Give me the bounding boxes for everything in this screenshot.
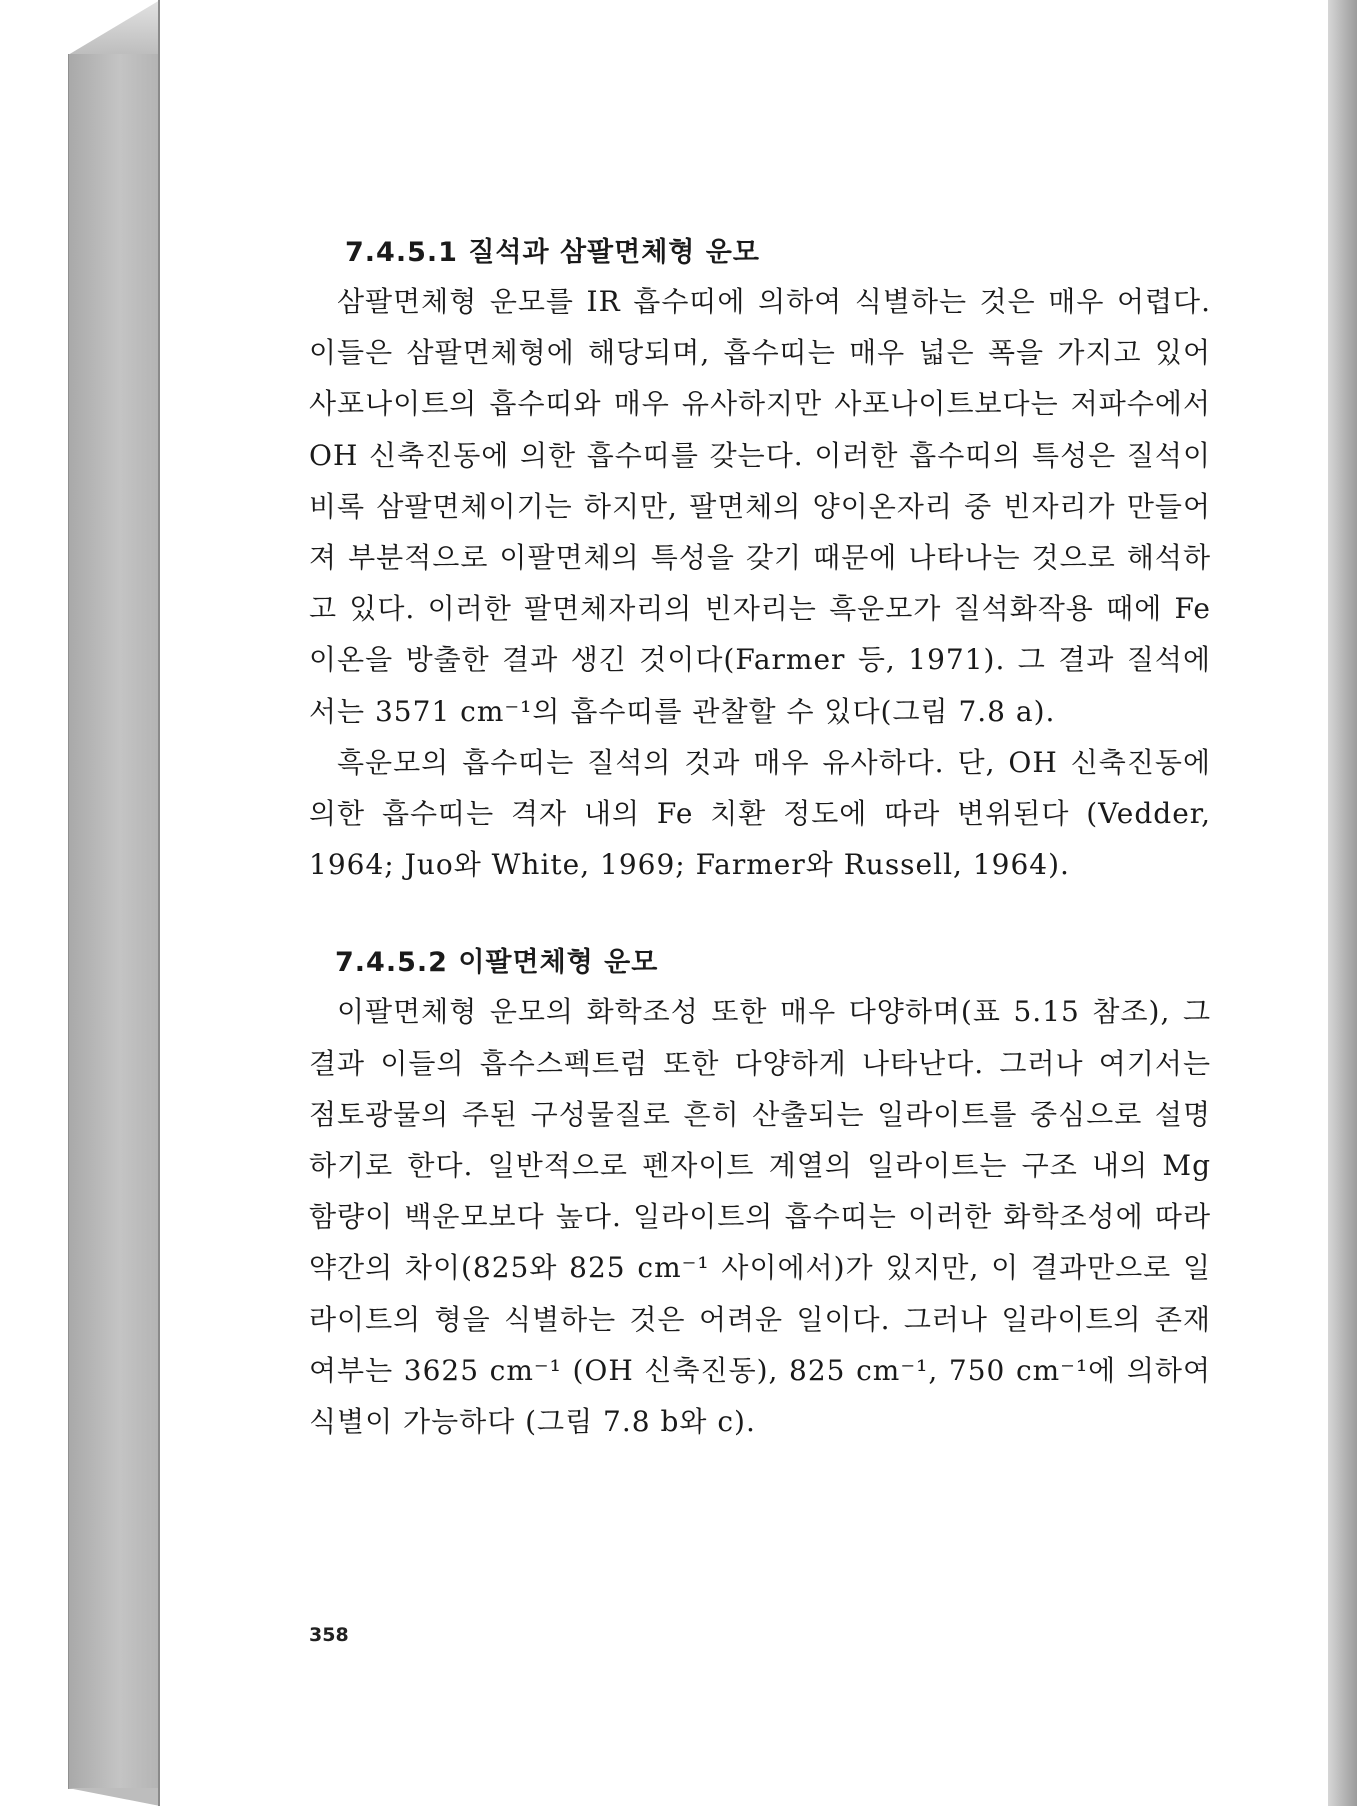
book-spine-top	[68, 0, 160, 55]
page-number: 358	[309, 1624, 349, 1646]
page-edge	[1328, 0, 1357, 1806]
book-spine-bottom	[68, 1788, 160, 1806]
paragraph: 흑운모의 흡수띠는 질석의 것과 매우 유사하다. 단, OH 신축진동에 의한 흡수띠는 격자 내의 Fe 치환 정도에 따라 변위된다 (Vedder, 1964; Juo와 White, 1969; Farmer와 Russell, 1964).	[309, 745, 1211, 882]
paragraph: 이팔면체형 운모의 화학조성 또한 매우 다양하며(표 5.15 참조), 그 결과 이들의 흡수스펙트럼 또한 다양하게 나타난다. 그러나 여기서는 점토광물의 주된 구성물질로 흔히 산출되는 일라이트를 중심으로 설명하기로 한다. 일반적으로 펜자이트 계열의 일라이트는 구조 내의 Mg 함량이 백운모보다 높다. 일라이트의 흡수띠는 이러한 화학조성에 따라 약간의 차이(825와 825 cm⁻¹ 사이에서)가 있지만, 이 결과만으로 일라이트의 형을 식별하는 것은 어려운 일이다. 그러나 일라이트의 존재 여부는 3625 cm⁻¹ (OH 신축진동), 825 cm⁻¹, 750 cm⁻¹에 의하여 식별이 가능하다 (그림 7.8 b와 c).	[309, 995, 1211, 1439]
book-spine	[68, 54, 161, 1789]
page-content	[309, 230, 1211, 1447]
section-heading-7-4-5-1: 7.4.5.1 질석과 삼팔면체형 운모	[345, 237, 760, 268]
paragraph: 삼팔면체형 운모를 IR 흡수띠에 의하여 식별하는 것은 매우 어렵다. 이들은 삼팔면체형에 해당되며, 흡수띠는 매우 넓은 폭을 가지고 있어 사포나이트의 흡수띠와 매우 유사하지만 사포나이트보다는 저파수에서 OH 신축진동에 의한 흡수띠를 갖는다. 이러한 흡수띠의 특성은 질석이 비록 삼팔면체이기는 하지만, 팔면체의 양이온자리 중 빈자리가 만들어져 부분적으로 이팔면체의 특성을 갖기 때문에 나타나는 것으로 해석하고 있다. 이러한 팔면체자리의 빈자리는 흑운모가 질석화작용 때에 Fe이온을 방출한 결과 생긴 것이다(Farmer 등, 1971). 그 결과 질석에서는 3571 cm⁻¹의 흡수띠를 관찰할 수 있다(그림 7.8 a).	[309, 285, 1211, 728]
section-heading-7-4-5-2: 7.4.5.2 이팔면체형 운모	[335, 947, 659, 979]
